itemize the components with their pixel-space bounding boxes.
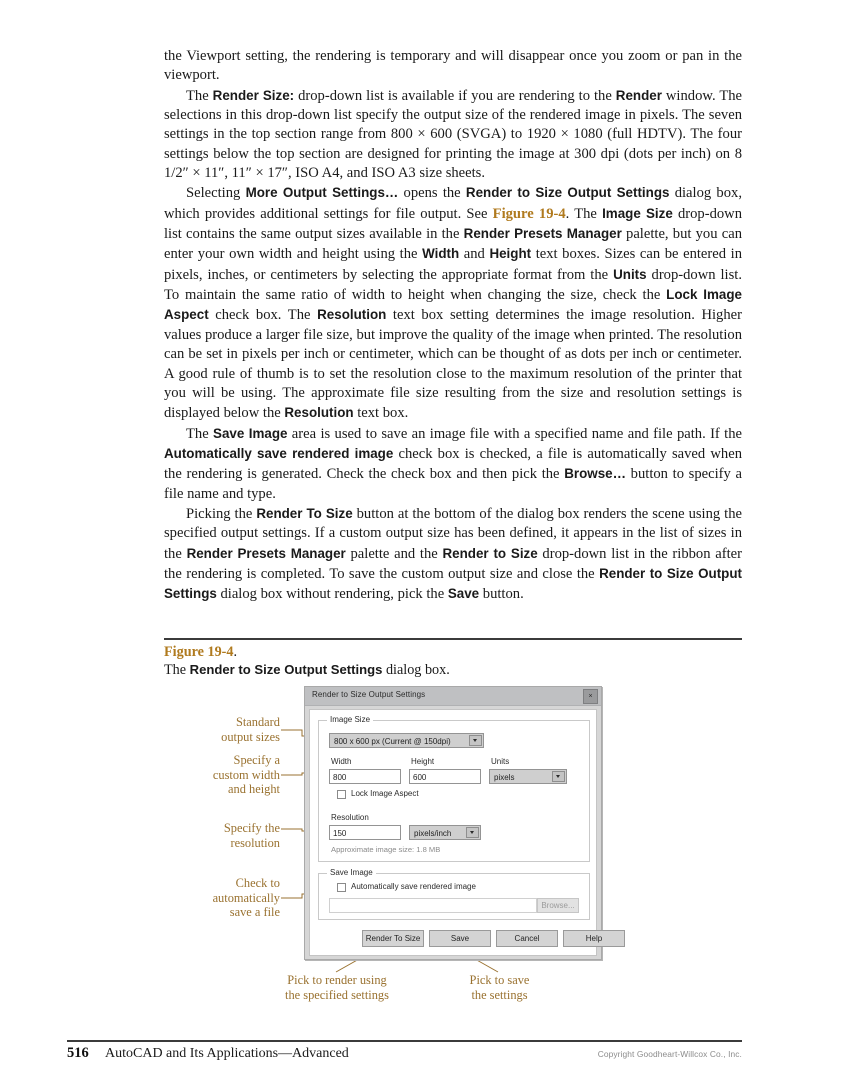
text-run: The <box>186 87 213 104</box>
bold-run: More Output Settings… <box>245 185 399 201</box>
resolution-units-value: pixels/inch <box>414 829 452 838</box>
paragraph-2 <box>164 86 742 184</box>
caption-post: dialog box. <box>382 661 450 678</box>
text-run: drop-down list in the ribbon after the rendering is completed. To save the custom output size and close the <box>164 545 742 582</box>
bold-run: Render Presets Manager <box>186 545 346 561</box>
text-run: text box. <box>353 405 409 422</box>
figure-caption-text <box>164 662 742 679</box>
text-run: text boxes. Sizes can be entered in pixels, inches, or centimeters by selecting the appropriate format from the <box>164 246 742 283</box>
save-path-input[interactable] <box>329 898 537 913</box>
text-run: the Viewport setting, the rendering is temporary and will disappear once you zoom or pan in the viewport. <box>164 48 742 84</box>
callout-line: Pick to save <box>469 973 530 987</box>
image-size-preset-value: 800 x 600 px (Current @ 150dpi) <box>334 737 451 746</box>
resolution-label: Resolution <box>331 813 369 822</box>
text-run: button. <box>479 586 524 603</box>
callout-line: Specify the <box>223 821 280 835</box>
callout-line: resolution <box>230 835 280 850</box>
caption-bold: Render to Size Output Settings <box>189 661 383 677</box>
image-size-legend: Image Size <box>327 715 373 724</box>
dialog-titlebar <box>305 687 601 706</box>
paragraph-5 <box>164 504 742 605</box>
text-run: opens the <box>398 185 466 202</box>
bold-run: Resolution <box>317 307 387 323</box>
callout-specify-resolution <box>170 821 280 850</box>
bold-run: Render To Size <box>256 505 353 521</box>
bold-run: Browse… <box>564 466 626 482</box>
image-size-preset-dropdown[interactable] <box>329 733 484 748</box>
body-text-column <box>164 47 742 605</box>
callout-line: and height <box>228 782 280 797</box>
callout-line: output sizes <box>221 729 280 744</box>
page-number: 516 <box>67 1045 89 1061</box>
footer-copyright: Copyright Goodheart-Willcox Co., Inc. <box>597 1049 742 1059</box>
bold-run: Save <box>447 586 480 602</box>
width-label: Width <box>331 757 352 766</box>
dialog-body <box>309 709 603 956</box>
figure-top-rule <box>164 638 742 640</box>
bold-run: Lock Image Aspect <box>164 287 742 323</box>
resolution-units-dropdown[interactable] <box>409 825 481 840</box>
text-run: The <box>186 425 214 442</box>
callout-line: the specified settings <box>285 987 389 1002</box>
auto-save-checkbox[interactable] <box>337 883 346 892</box>
save-image-group <box>318 868 590 920</box>
lock-image-aspect-checkbox[interactable] <box>337 790 346 799</box>
bold-run: Render Presets Manager <box>463 226 622 242</box>
bold-run: Resolution <box>284 405 354 421</box>
text-run: drop-down list is available if you are rendering to the <box>294 87 616 104</box>
save-image-legend: Save Image <box>327 868 376 877</box>
render-to-size-button[interactable]: Render To Size <box>362 930 424 947</box>
bold-run: Units <box>613 266 647 282</box>
callout-custom-width-height <box>155 753 280 797</box>
text-run: . The <box>565 205 603 222</box>
lock-image-aspect-label: Lock Image Aspect <box>351 789 419 798</box>
callout-line: the settings <box>471 987 528 1002</box>
text-run: button to specify a file name and type. <box>164 466 742 502</box>
height-label: Height <box>411 757 435 766</box>
text-run: Selecting <box>186 185 246 202</box>
bold-run: Render to Size Output Settings <box>465 185 670 201</box>
approximate-image-size-text: Approximate image size: 1.8 MB <box>331 845 441 854</box>
callout-line: Pick to render using <box>287 973 387 987</box>
bold-run: Automatically save rendered image <box>164 445 394 461</box>
bold-run: Save Image <box>213 425 288 441</box>
text-run: text box setting determines the image resolution. Higher values produce a larger file size, but improve the quality of the image when printed. The resolution can be set in pixels per inch or centimeter, which can be thought of as dots per inch or centimeter. A good rule of thumb is to set the resolution close to the maximum resolution of the printer that you will be using. The approximate file size resulting from the size and resolution settings is displayed below the <box>164 307 742 422</box>
callout-line: save a file <box>229 905 280 920</box>
callout-line: automatically <box>212 890 280 905</box>
units-dropdown[interactable] <box>489 769 567 784</box>
paragraph-1 <box>164 47 742 86</box>
text-run: Picking the <box>186 505 257 522</box>
bold-run: Render to Size <box>442 545 538 561</box>
bold-run: Width <box>422 246 460 262</box>
paragraph-3 <box>164 183 742 423</box>
width-input[interactable]: 800 <box>329 769 401 784</box>
units-value: pixels <box>494 773 515 782</box>
footer-book-title: AutoCAD and Its Applications—Advanced <box>105 1046 349 1061</box>
text-run: dialog box, which provides additional settings for file output. See <box>164 185 742 222</box>
resolution-input[interactable]: 150 <box>329 825 401 840</box>
paragraph-4 <box>164 424 742 504</box>
callout-line: custom width <box>212 767 280 782</box>
text-run: check box is checked, a file is automatically saved when the rendering is generated. Check the check box and then pick the <box>164 445 742 483</box>
text-run: and <box>459 246 490 263</box>
figure-caption <box>164 644 742 678</box>
bold-run: Height <box>489 246 532 262</box>
bold-run: Image Size <box>602 205 673 221</box>
text-run: drop-down list. To maintain the same ratio of width to height when changing the size, check the <box>164 266 742 304</box>
browse-button[interactable]: Browse... <box>537 898 579 913</box>
text-run: button at the bottom of the dialog box renders the scene using the specified output settings. If a custom output size has been defined, it appears in the list of sizes in the <box>164 505 742 562</box>
bold-run: Render Size: <box>212 87 295 103</box>
help-button[interactable]: Help <box>563 930 625 947</box>
figure-number-period: . <box>233 644 238 660</box>
bold-run: Render to Size Output Settings <box>164 565 742 602</box>
height-input[interactable]: 600 <box>409 769 481 784</box>
bold-run: Render <box>615 87 662 103</box>
chevron-down-icon[interactable] <box>466 827 479 838</box>
auto-save-label: Automatically save rendered image <box>351 882 476 891</box>
render-to-size-output-settings-dialog <box>304 686 602 960</box>
callout-pick-save <box>442 973 557 1002</box>
text-run: palette and the <box>345 545 443 562</box>
cancel-button[interactable]: Cancel <box>496 930 558 947</box>
close-icon[interactable]: × <box>583 689 598 704</box>
text-run: check box. The <box>208 307 318 324</box>
chevron-down-icon[interactable] <box>552 771 565 782</box>
footer-rule <box>67 1040 742 1042</box>
dialog-title: Render to Size Output Settings <box>312 690 426 699</box>
figure-number: Figure 19-4 <box>164 644 234 660</box>
figure-reference: Figure 19-4 <box>492 205 566 222</box>
text-run: dialog box without rendering, pick the <box>216 586 448 603</box>
chevron-down-icon[interactable] <box>469 735 482 746</box>
text-run: window. The selections in this drop-down list specify the output size of the rendered image in pixels. The seven settings in the top section range from 800 × 600 (SVGA) to 1920 × 1080 (full HDTV). The four settings below the top section are designed for printing the image at 300 dpi (dots per inch) on 8 1/2″ × 11″, 11″ × 17″, ISO A4, and ISO A3 size sheets. <box>164 87 743 182</box>
callout-standard-output-sizes <box>170 715 280 744</box>
text-run: drop-down list contains the same output sizes available in the <box>164 205 742 243</box>
callout-check-autosave <box>160 876 280 920</box>
callout-line: Check to <box>235 876 280 890</box>
caption-pre: The <box>164 661 190 678</box>
save-button[interactable]: Save <box>429 930 491 947</box>
image-size-group <box>318 715 590 862</box>
callout-line: Standard <box>235 715 280 729</box>
callout-pick-render <box>262 973 412 1002</box>
callout-line: Specify a <box>233 753 280 767</box>
text-run: palette, but you can enter your own width and height using the <box>164 226 742 263</box>
text-run: area is used to save an image file with a specified name and file path. If the <box>287 425 742 442</box>
units-label: Units <box>491 757 510 766</box>
